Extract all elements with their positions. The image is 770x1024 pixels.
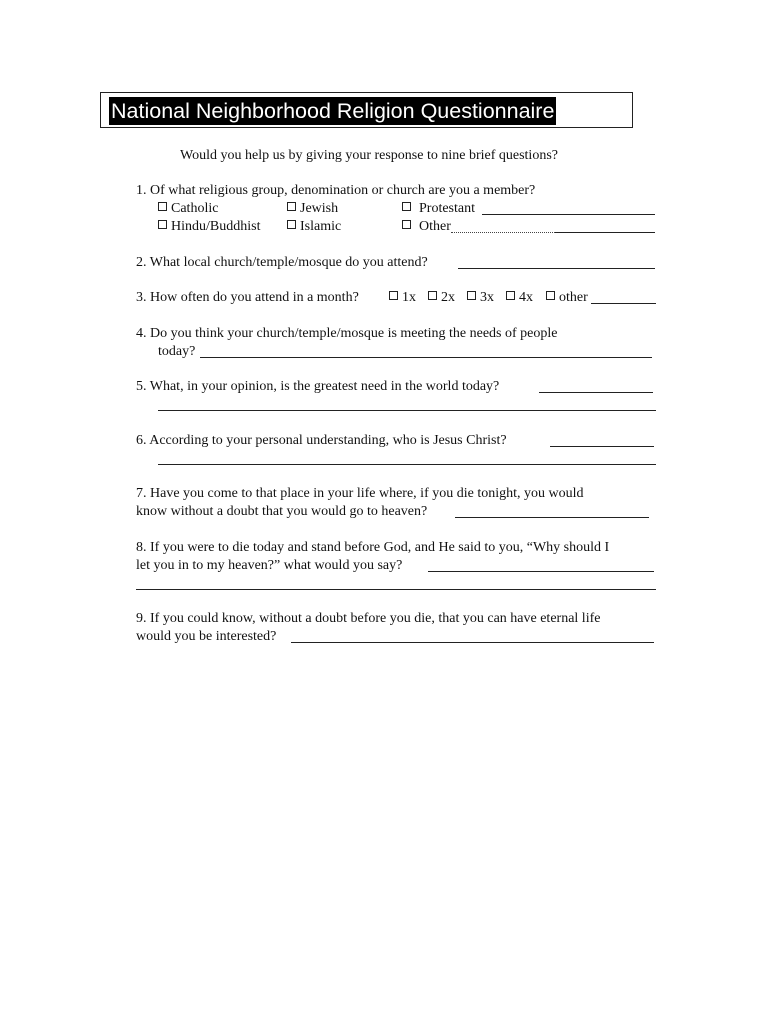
checkbox-icon[interactable] — [428, 291, 437, 300]
q9-label-line1: 9. If you could know, without a doubt before you die, that you can have eternal life — [136, 611, 601, 626]
q1-option-hindu-buddhist[interactable]: Hindu/Buddhist — [158, 219, 260, 235]
q5-label: 5. What, in your opinion, is the greatest need in the world today? — [136, 379, 500, 394]
q6-answer-line-1[interactable] — [550, 446, 654, 447]
q3-other-answer-line[interactable] — [591, 303, 656, 304]
q8-answer-line-1[interactable] — [428, 571, 654, 572]
q1-protestant-answer-line[interactable] — [482, 214, 655, 215]
checkbox-icon[interactable] — [402, 220, 411, 229]
checkbox-icon[interactable] — [287, 202, 296, 211]
checkbox-icon[interactable] — [389, 291, 398, 300]
q8-answer-line-2[interactable] — [136, 589, 656, 590]
q1-other-answer-line[interactable] — [555, 232, 655, 233]
q3-option-3x[interactable]: 3x — [467, 290, 494, 306]
intro-text: Would you help us by giving your response to nine brief questions? — [180, 148, 558, 163]
q3-label: 3. How often do you attend in a month? — [136, 290, 359, 305]
q4-label-line2: today? — [158, 344, 196, 359]
q1-option-jewish[interactable]: Jewish — [287, 201, 338, 217]
checkbox-icon[interactable] — [506, 291, 515, 300]
q3-option-2x[interactable]: 2x — [428, 290, 455, 306]
q8-label-line1: 8. If you were to die today and stand before God, and He said to you, “Why should I — [136, 540, 610, 555]
q1-option-islamic[interactable]: Islamic — [287, 219, 341, 235]
q7-answer-line[interactable] — [455, 517, 649, 518]
q9-answer-line[interactable] — [291, 642, 654, 643]
q2-label: 2. What local church/temple/mosque do you attend? — [136, 255, 428, 270]
q1-option-other[interactable]: Other — [402, 219, 451, 235]
checkbox-icon[interactable] — [546, 291, 555, 300]
q1-option-protestant[interactable]: Protestant — [402, 201, 475, 217]
q1-option-catholic[interactable]: Catholic — [158, 201, 218, 217]
q9-label-line2: would you be interested? — [136, 629, 277, 644]
q4-answer-line[interactable] — [200, 357, 652, 358]
q6-answer-line-2[interactable] — [158, 464, 656, 465]
checkbox-icon[interactable] — [158, 202, 167, 211]
checkbox-icon[interactable] — [158, 220, 167, 229]
page-title: National Neighborhood Religion Questionnaire — [111, 99, 555, 123]
q3-option-4x[interactable]: 4x — [506, 290, 533, 306]
q6-label: 6. According to your personal understanding, who is Jesus Christ? — [136, 433, 507, 448]
checkbox-icon[interactable] — [467, 291, 476, 300]
checkbox-icon[interactable] — [402, 202, 411, 211]
q7-label-line1: 7. Have you come to that place in your life where, if you die tonight, you would — [136, 486, 584, 501]
q1-other-dotted-line[interactable] — [451, 232, 555, 233]
q8-label-line2: let you in to my heaven?” what would you say? — [136, 558, 403, 573]
q4-label-line1: 4. Do you think your church/temple/mosque is meeting the needs of people — [136, 326, 558, 341]
q3-option-other[interactable]: other — [546, 290, 588, 306]
q3-option-1x[interactable]: 1x — [389, 290, 416, 306]
checkbox-icon[interactable] — [287, 220, 296, 229]
q5-answer-line-2[interactable] — [158, 410, 656, 411]
q5-answer-line-1[interactable] — [539, 392, 653, 393]
q7-label-line2: know without a doubt that you would go to heaven? — [136, 504, 428, 519]
q2-answer-line[interactable] — [458, 268, 655, 269]
q1-label: 1. Of what religious group, denomination or church are you a member? — [136, 183, 536, 198]
